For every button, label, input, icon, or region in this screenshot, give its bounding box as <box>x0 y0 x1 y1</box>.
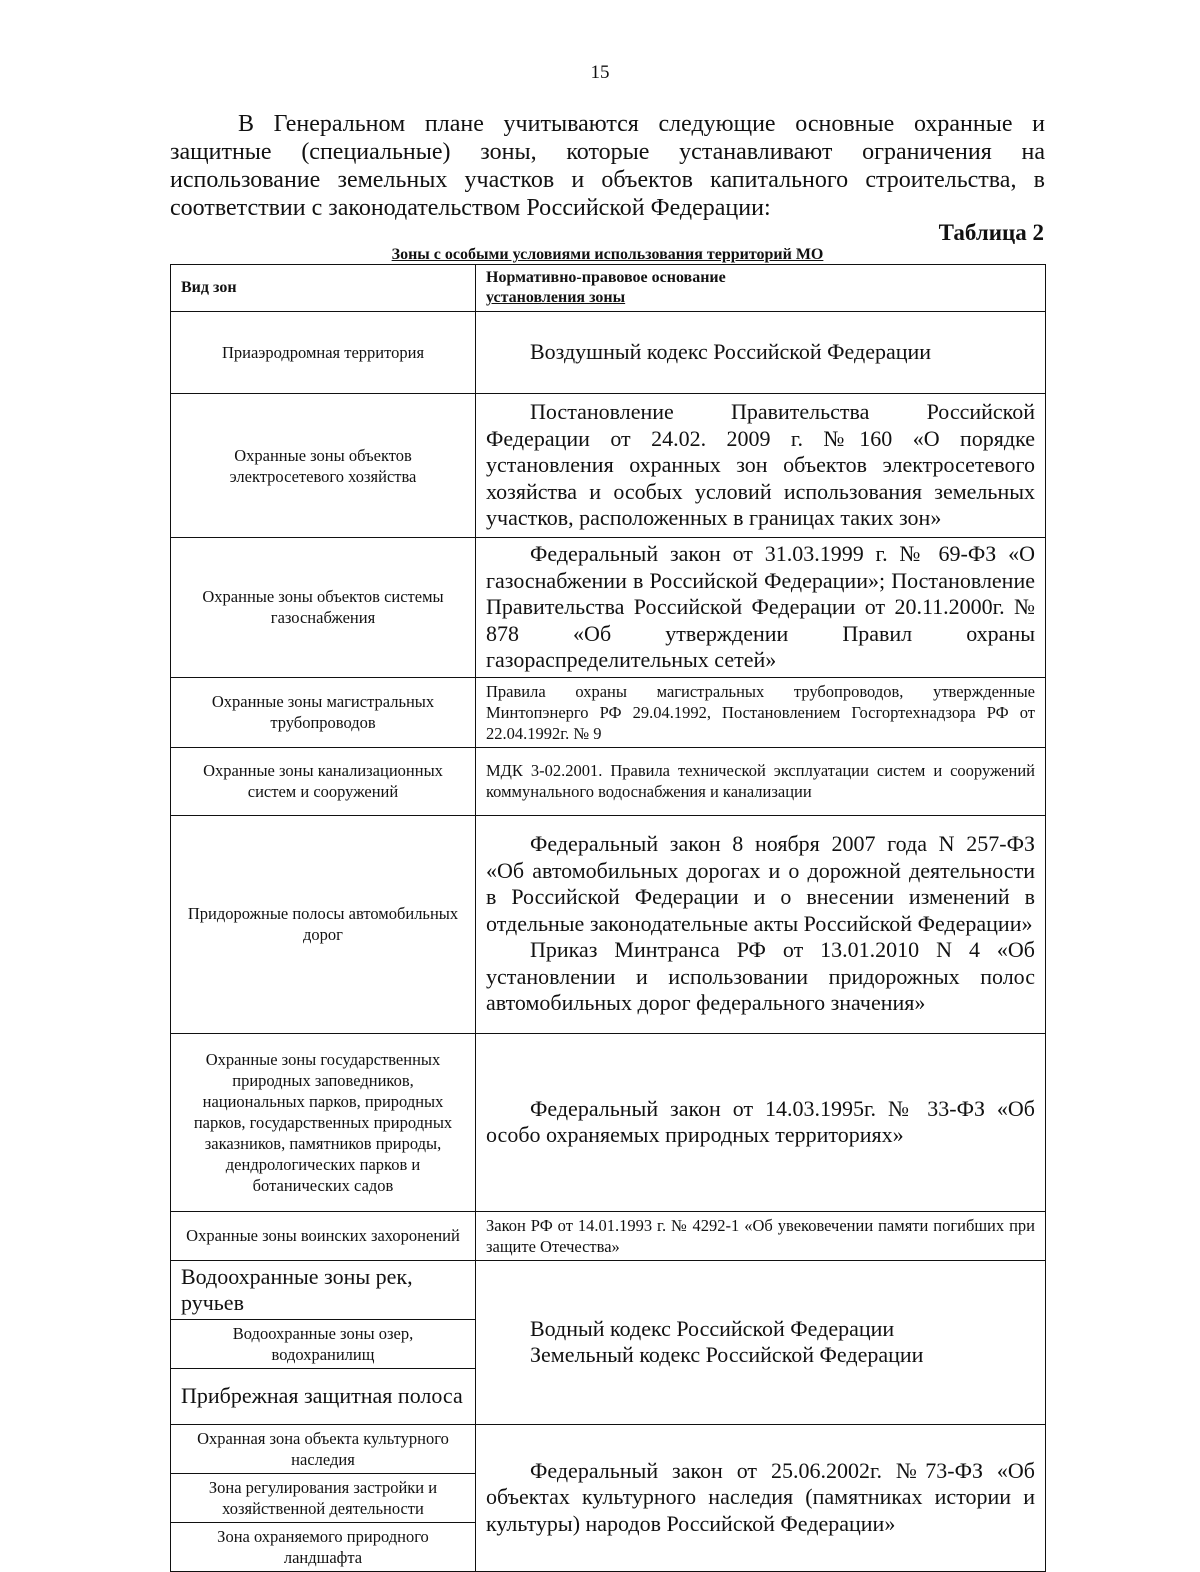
basis-cell <box>476 747 1046 815</box>
basis-cell <box>476 1033 1046 1211</box>
table-row <box>171 1033 1046 1211</box>
table-row <box>171 312 1046 394</box>
zone-cell: Приаэродромная территория <box>171 312 476 394</box>
basis-text: Земельный кодекс Российской Федерации <box>530 1342 924 1367</box>
zone-cell: Зона охраняемого природного ландшафта <box>171 1522 476 1571</box>
table-row <box>171 538 1046 678</box>
header-basis-line1: Нормативно-правовое основание <box>486 269 726 286</box>
zone-cell: Охранные зоны объектов электросетевого хозяйства <box>171 394 476 538</box>
basis-cell <box>476 538 1046 678</box>
zone-cell: Охранная зона объекта культурного наследия <box>171 1424 476 1473</box>
zone-cell: Водоохранные зоны рек, ручьев <box>171 1260 476 1319</box>
basis-cell <box>476 1211 1046 1260</box>
basis-text: Приказ Минтранса РФ от 13.01.2010 N 4 «Об установлении и использовании придорожных полос автомобильных дорог федерального значения» <box>486 937 1035 1016</box>
zone-cell: Водоохранные зоны озер, водохранилищ <box>171 1319 476 1368</box>
table-row <box>171 1260 1046 1319</box>
table-header-row <box>171 265 1046 312</box>
basis-text: Федеральный закон от 31.03.1999 г. № 69-ФЗ «О газоснабжении в Российской Федерации»; Постановление Правительства Российской Федерации от 20.11.2000г. № 878 «Об утверждении Правил охраны газораспределительных сетей» <box>486 541 1035 672</box>
basis-cell <box>476 1260 1046 1424</box>
zone-cell: Зона регулирования застройки и хозяйственной деятельности <box>171 1473 476 1522</box>
table-label: Таблица 2 <box>938 220 1044 245</box>
basis-cell <box>476 394 1046 538</box>
intro-paragraph: В Генеральном плане учитываются следующие основные охранные и защитные (специальные) зоны, которые устанавливают ограничения на использование земельных участков и объектов капитального строительства, в соответствии с законодательством Российской Федерации: <box>170 111 1045 221</box>
zone-cell: Охранные зоны государственных природных заповедников, национальных парков, природных парков, государственных природных заказников, памятников природы, дендрологических парков и ботанических садов <box>171 1033 476 1211</box>
zone-cell: Придорожные полосы автомобильных дорог <box>171 815 476 1033</box>
page-number: 15 <box>590 62 610 83</box>
zones-table <box>170 264 1046 1572</box>
zone-cell: Охранные зоны объектов системы газоснабжения <box>171 538 476 678</box>
table-row <box>171 815 1046 1033</box>
zone-cell: Охранные зоны воинских захоронений <box>171 1211 476 1260</box>
zone-cell: Охранные зоны магистральных трубопроводов <box>171 677 476 747</box>
basis-cell <box>476 1424 1046 1571</box>
zone-cell: Прибрежная защитная полоса <box>171 1368 476 1424</box>
table-caption: Зоны с особыми условиями использования территорий МО <box>391 246 824 263</box>
basis-cell <box>476 677 1046 747</box>
table-row <box>171 677 1046 747</box>
basis-text: Закон РФ от 14.01.1993 г. № 4292-1 «Об увековечении памяти погибших при защите Отечества» <box>486 1215 1035 1256</box>
header-basis-line2: установления зоны <box>486 289 626 306</box>
zone-cell: Охранные зоны канализационных систем и сооружений <box>171 747 476 815</box>
basis-cell <box>476 312 1046 394</box>
basis-text: Федеральный закон от 14.03.1995г. № 33-ФЗ «Об особо охраняемых природных территориях» <box>486 1095 1035 1147</box>
basis-text: МДК 3-02.2001. Правила технической эксплуатации систем и сооружений коммунального водоснабжения и канализации <box>486 761 1035 801</box>
basis-text: Воздушный кодекс Российской Федерации <box>530 339 932 365</box>
basis-text: Правила охраны магистральных трубопроводов, утвержденные Минтопэнерго РФ 29.04.1992, Постановлением Госгортехнадзора РФ от 22.04.1992г. № 9 <box>486 681 1035 743</box>
basis-text: Водный кодекс Российской Федерации <box>530 1315 895 1341</box>
basis-text: Федеральный закон 8 ноября 2007 года N 257-ФЗ «Об автомобильных дорогах и о дорожной деятельности в Российской Федерации и о внесении изменений в отдельные законодательные акты Российской Федерации» <box>486 831 1035 936</box>
header-basis <box>476 265 1046 312</box>
basis-text: Постановление Правительства Российской Федерации от 24.02. 2009 г. №160 «О порядке установления охранных зон объектов электросетевого хозяйства и особых условий использования земельных участков, расположенных в границах таких зон» <box>486 399 1035 531</box>
table-row <box>171 747 1046 815</box>
basis-cell <box>476 815 1046 1033</box>
table-row <box>171 1211 1046 1260</box>
basis-text: Федеральный закон от 25.06.2002г. №73-ФЗ «Об объектах культурного наследия (памятниках истории и культуры) народов Российской Федерации» <box>486 1457 1035 1536</box>
table-row <box>171 394 1046 538</box>
table-row <box>171 1424 1046 1473</box>
header-zone-type: Вид зон <box>171 265 476 312</box>
